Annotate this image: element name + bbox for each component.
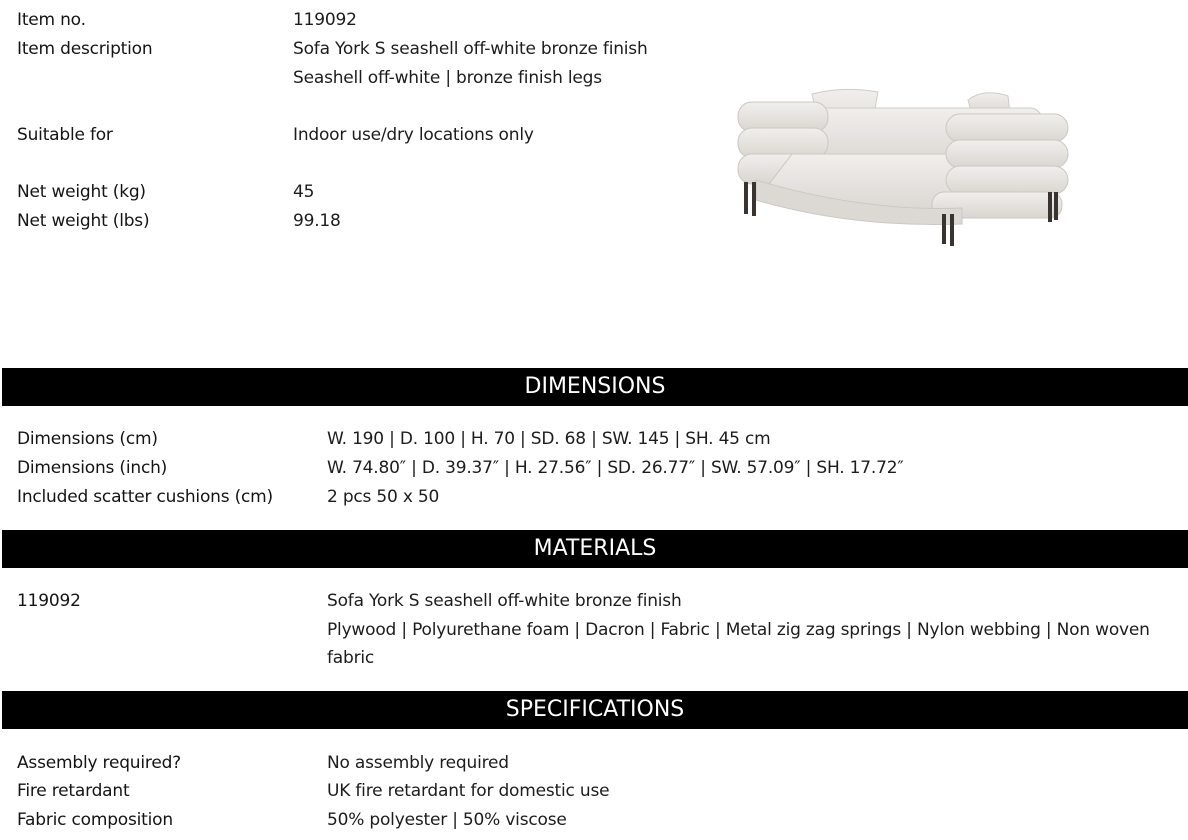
net-weight-lbs-label: Net weight (lbs) <box>17 211 150 231</box>
net-weight-kg-label: Net weight (kg) <box>17 182 146 202</box>
cushions-label: Included scatter cushions (cm) <box>17 487 273 507</box>
specifications-header-bar <box>2 691 1188 729</box>
item-no-label: Item no. <box>17 10 86 30</box>
materials-heading: MATERIALS <box>533 536 657 561</box>
materials-item-label: 119092 <box>17 591 81 611</box>
fire-retardant-label: Fire retardant <box>17 781 130 801</box>
suitable-for-label: Suitable for <box>17 125 113 145</box>
item-description-label: Item description <box>17 39 153 59</box>
item-description-line2: Seashell off-white | bronze finish legs <box>293 68 602 88</box>
item-no-value: 119092 <box>293 10 357 30</box>
cushions-value: 2 pcs 50 x 50 <box>327 487 440 507</box>
net-weight-kg-value: 45 <box>293 182 315 202</box>
specifications-heading: SPECIFICATIONS <box>505 697 685 722</box>
dimensions-heading: DIMENSIONS <box>524 374 666 399</box>
dimensions-inch-value: W. 74.80″ | D. 39.37″ | H. 27.56″ | SD. 26.77″ | SW. 57.09″ | SH. 17.72″ <box>327 458 904 478</box>
suitable-for-value: Indoor use/dry locations only <box>293 125 534 145</box>
sofa-product-image <box>732 84 1072 254</box>
fabric-composition-value: 50% polyester | 50% viscose <box>327 810 567 830</box>
materials-header-bar <box>2 530 1188 568</box>
materials-item-name: Sofa York S seashell off-white bronze finish <box>327 591 682 611</box>
dimensions-cm-value: W. 190 | D. 100 | H. 70 | SD. 68 | SW. 145 | SH. 45 cm <box>327 429 771 449</box>
net-weight-lbs-value: 99.18 <box>293 211 341 231</box>
fire-retardant-value: UK fire retardant for domestic use <box>327 781 610 801</box>
fabric-composition-label: Fabric composition <box>17 810 173 830</box>
assembly-value: No assembly required <box>327 753 509 773</box>
dimensions-header-bar <box>2 368 1188 406</box>
item-description-line1: Sofa York S seashell off-white bronze finish <box>293 39 648 59</box>
dimensions-inch-label: Dimensions (inch) <box>17 458 168 478</box>
assembly-label: Assembly required? <box>17 753 181 773</box>
materials-components: Plywood | Polyurethane foam | Dacron | Fabric | Metal zig zag springs | Nylon webbing | Non woven fabric <box>327 620 1150 668</box>
dimensions-cm-label: Dimensions (cm) <box>17 429 158 449</box>
